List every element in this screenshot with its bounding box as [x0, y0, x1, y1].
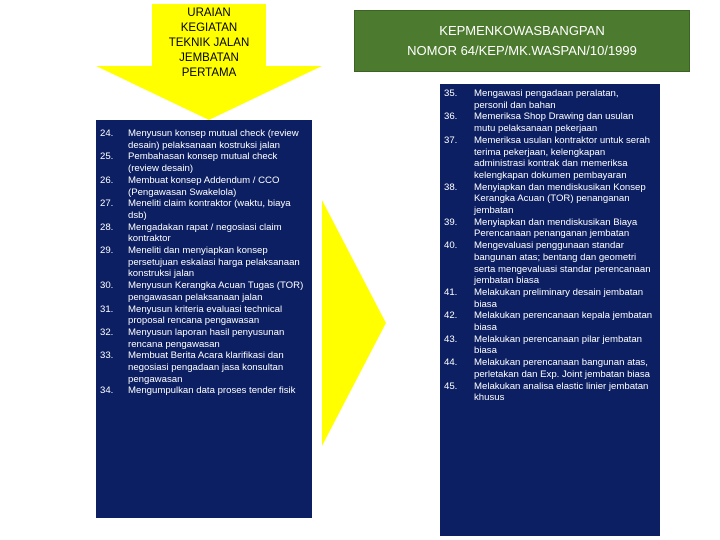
- task-item: [100, 385, 306, 397]
- arrow-title-line: PERTAMA: [181, 67, 237, 79]
- task-item: [444, 111, 654, 135]
- task-item: [444, 181, 654, 217]
- task-text: Meneliti dan menyiapkan konsep persetujuan eskalasi harga pelaksanaan konstruksi jalan: [128, 245, 300, 280]
- task-number: 29.: [100, 245, 114, 257]
- task-number: 37.: [444, 134, 458, 146]
- task-item: [444, 357, 654, 380]
- task-item: [100, 245, 306, 280]
- task-text: Membuat Berita Acara klarifikasi dan negosiasi pengadaan jasa konsultan pengawasan: [128, 350, 284, 385]
- task-number: 45.: [444, 380, 458, 392]
- task-number: 30.: [100, 280, 114, 292]
- task-text: Menyusun konsep mutual check (review desain) pelaksanaan kostruksi jalan: [128, 128, 299, 151]
- task-text: Mengumpulkan data proses tender fisik: [128, 385, 296, 397]
- header-line-1: KEPMENKOWASBANGPAN: [439, 23, 605, 38]
- task-number: 24.: [100, 128, 114, 139]
- task-item: [100, 174, 306, 198]
- task-number: 28.: [100, 221, 114, 233]
- task-item: [100, 326, 306, 350]
- arrow-title-line: KEGIATAN: [180, 22, 238, 34]
- right-task-panel: [440, 84, 660, 536]
- task-text: Menyusun laporan hasil penyusunan rencana pengawasan: [128, 326, 285, 350]
- arrow-title-line: URAIAN: [187, 7, 231, 19]
- task-number: 27.: [100, 198, 114, 210]
- task-item: [100, 280, 306, 303]
- task-number: 44.: [444, 357, 458, 369]
- task-number: 32.: [100, 326, 114, 338]
- task-number: 31.: [100, 303, 114, 315]
- right-arrow-shape: [322, 200, 386, 446]
- task-text: Melakukan perencanaan pilar jembatan biasa: [474, 333, 642, 357]
- task-number: 25.: [100, 151, 114, 163]
- arrow-title-line: TEKNIK JALAN: [168, 37, 250, 49]
- task-item: [444, 134, 654, 182]
- task-text: Melakukan perencanaan kepala jembatan biasa: [474, 310, 653, 334]
- task-number: 26.: [100, 174, 114, 186]
- task-number: 41.: [444, 286, 458, 298]
- task-item: [444, 333, 654, 357]
- task-text: Melakukan preliminary desain jembatan biasa: [474, 286, 644, 310]
- task-item: [444, 286, 654, 310]
- task-item: [444, 216, 654, 240]
- task-item: [100, 151, 306, 175]
- left-task-list: [96, 120, 312, 397]
- task-text: Pembahasan konsep mutual check (review desain): [128, 151, 278, 175]
- task-item: [100, 350, 306, 385]
- task-number: 36.: [444, 111, 458, 123]
- task-number: 40.: [444, 240, 458, 252]
- task-item: [100, 303, 306, 327]
- left-task-panel: [96, 120, 312, 518]
- task-number: 35.: [444, 88, 458, 99]
- task-item: [444, 240, 654, 287]
- task-text: Mengawasi pengadaan peralatan, personil dan bahan: [474, 88, 619, 111]
- arrow-title-line: JEMBATAN: [179, 52, 239, 64]
- task-text: Mengevaluasi penggunaan standar bangunan atas; bentang dan geometri serta mengevaluasi standar perencanaan jembatan biasa: [474, 240, 651, 287]
- task-text: Mengadakan rapat / negosiasi claim kontraktor: [128, 221, 282, 245]
- right-task-list: [440, 84, 660, 404]
- task-text: Memeriksa Shop Drawing dan usulan mutu pelaksanaan pekerjaan: [474, 111, 634, 135]
- header-line-2: NOMOR 64/KEP/MK.WASPAN/10/1999: [407, 43, 637, 58]
- task-item: [444, 380, 654, 404]
- task-item: [100, 221, 306, 245]
- task-text: Menyiapkan dan mendiskusikan Biaya Perencanaan penanganan jembatan: [474, 216, 638, 240]
- task-item: [100, 128, 306, 151]
- task-text: Memeriksa usulan kontraktor untuk serah terima pekerjaan, kelengkapan administrasi kontrak dan memeriksa kelengkapan dokumen pembayaran: [474, 134, 650, 181]
- task-number: 34.: [100, 385, 114, 397]
- task-number: 33.: [100, 350, 114, 362]
- task-text: Menyusun Kerangka Acuan Tugas (TOR) pengawasan pelaksanaan jalan: [128, 280, 304, 303]
- regulation-header: [354, 10, 690, 72]
- task-number: 38.: [444, 181, 458, 193]
- task-item: [444, 88, 654, 111]
- task-number: 39.: [444, 216, 458, 228]
- task-item: [444, 310, 654, 334]
- arrow-title: [148, 6, 270, 81]
- task-text: Membuat konsep Addendum / CCO (Pengawasan Swakelola): [128, 174, 280, 198]
- task-text: Meneliti claim kontraktor (waktu, biaya dsb): [128, 198, 291, 221]
- task-text: Melakukan perencanaan bangunan atas, perletakan dan Exp. Joint jembatan biasa: [474, 357, 650, 380]
- task-text: Melakukan analisa elastic linier jembatan khusus: [474, 380, 649, 404]
- task-item: [100, 198, 306, 221]
- task-number: 43.: [444, 333, 458, 345]
- task-text: Menyusun kriteria evaluasi technical proposal rencana pengawasan: [128, 303, 283, 327]
- task-text: Menyiapkan dan mendiskusikan Konsep Kerangka Acuan (TOR) penanganan jembatan: [474, 181, 646, 217]
- task-number: 42.: [444, 310, 458, 322]
